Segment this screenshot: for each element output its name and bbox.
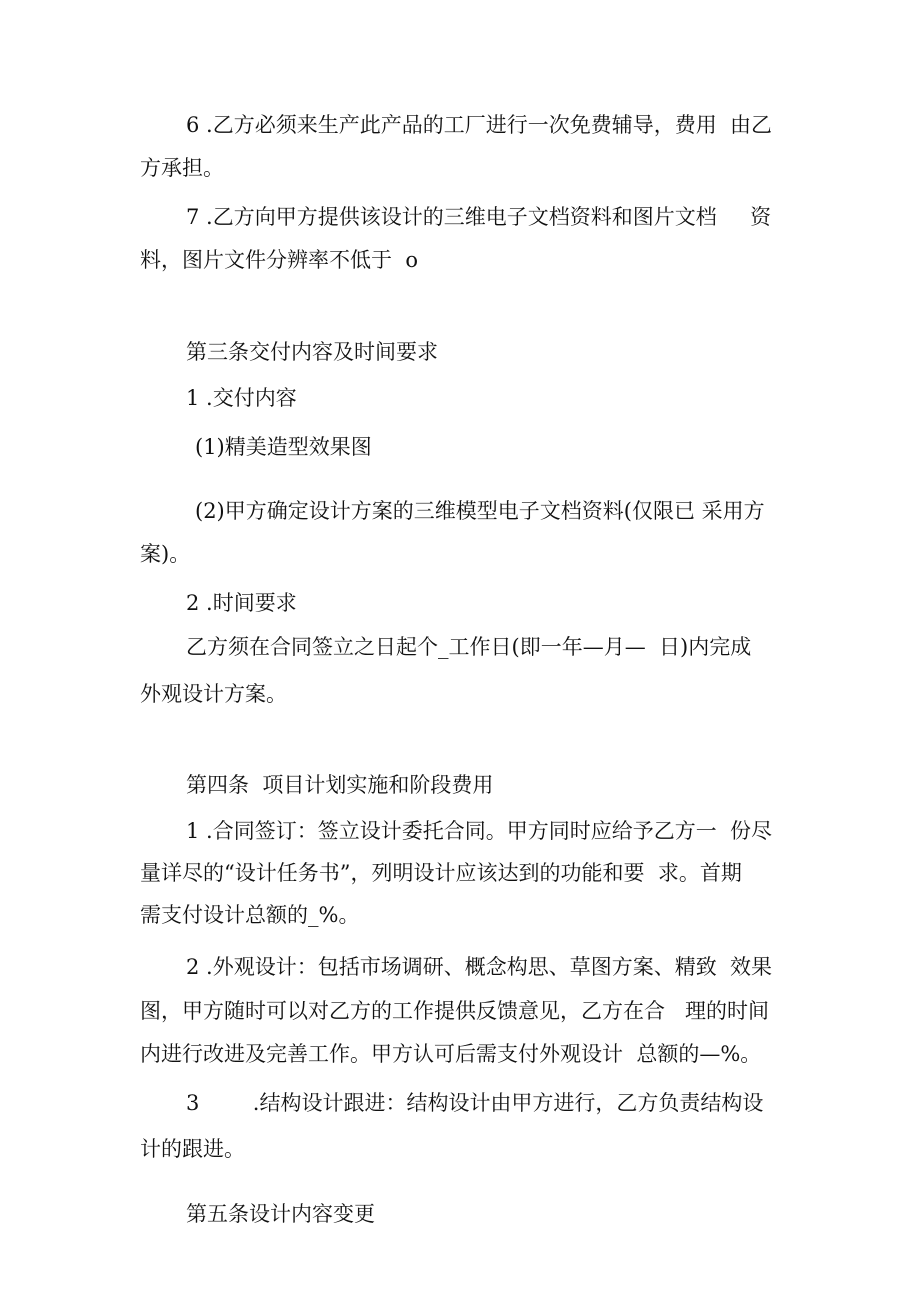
clause-4-item-2-line-3: 内进行改进及完善工作。甲方认可后需支付外观设计 总额的—%。 bbox=[140, 1042, 762, 1066]
clause-4-heading: 第四条 项目计划实施和阶段费用 bbox=[186, 773, 494, 797]
clause-2-item-6-line-1: 6 .乙方必须来生产此产品的工厂进行一次免费辅导，费用 由乙 bbox=[186, 113, 773, 137]
clause-2-item-7-line-1: 7 .乙方向甲方提供该设计的三维电子文档资料和图片文档 资 bbox=[186, 205, 772, 229]
clause-3-heading: 第三条交付内容及时间要求 bbox=[186, 340, 438, 364]
clause-2-item-6-line-2: 方承担。 bbox=[140, 156, 224, 180]
clause-4-item-3-line-1: 3 .结构设计跟进：结构设计由甲方进行，乙方负责结构设 bbox=[186, 1091, 764, 1115]
clause-4-item-2-line-2: 图，甲方随时可以对乙方的工作提供反馈意见，乙方在合 理的时间 bbox=[140, 999, 770, 1023]
clause-4-item-1-line-2: 量详尽的“设计任务书”，列明设计应该达到的功能和要 求。首期 bbox=[140, 861, 742, 885]
clause-3-item-2-text-line-2: 外观设计方案。 bbox=[140, 682, 287, 706]
clause-4-item-3-line-2: 计的跟进。 bbox=[140, 1137, 245, 1161]
clause-3-item-2-text-line-1: 乙方须在合同签立之日起个_工作日(即一年—月— 日)内完成 bbox=[186, 635, 752, 659]
clause-2-item-7-line-2: 料，图片文件分辨率不低于 o bbox=[140, 248, 418, 272]
clause-3-item-1-sub-1: (1)精美造型效果图 bbox=[195, 435, 372, 459]
clause-3-item-1-sub-2-line-1: (2)甲方确定设计方案的三维模型电子文档资料(仅限已 采用方 bbox=[195, 499, 765, 523]
clause-5-heading: 第五条设计内容变更 bbox=[186, 1202, 375, 1226]
clause-4-item-1-line-1: 1 .合同签订：签立设计委托合同。甲方同时应给予乙方一 份尽 bbox=[186, 819, 773, 843]
clause-3-item-2: 2 .时间要求 bbox=[186, 591, 297, 615]
clause-4-item-1-line-3: 需支付设计总额的_%。 bbox=[140, 903, 360, 927]
clause-3-item-1-sub-2-line-2: 案)。 bbox=[140, 542, 191, 566]
clause-4-item-2-line-1: 2 .外观设计：包括市场调研、概念构思、草图方案、精致 效果 bbox=[186, 955, 773, 979]
clause-3-item-1: 1 .交付内容 bbox=[186, 386, 297, 410]
